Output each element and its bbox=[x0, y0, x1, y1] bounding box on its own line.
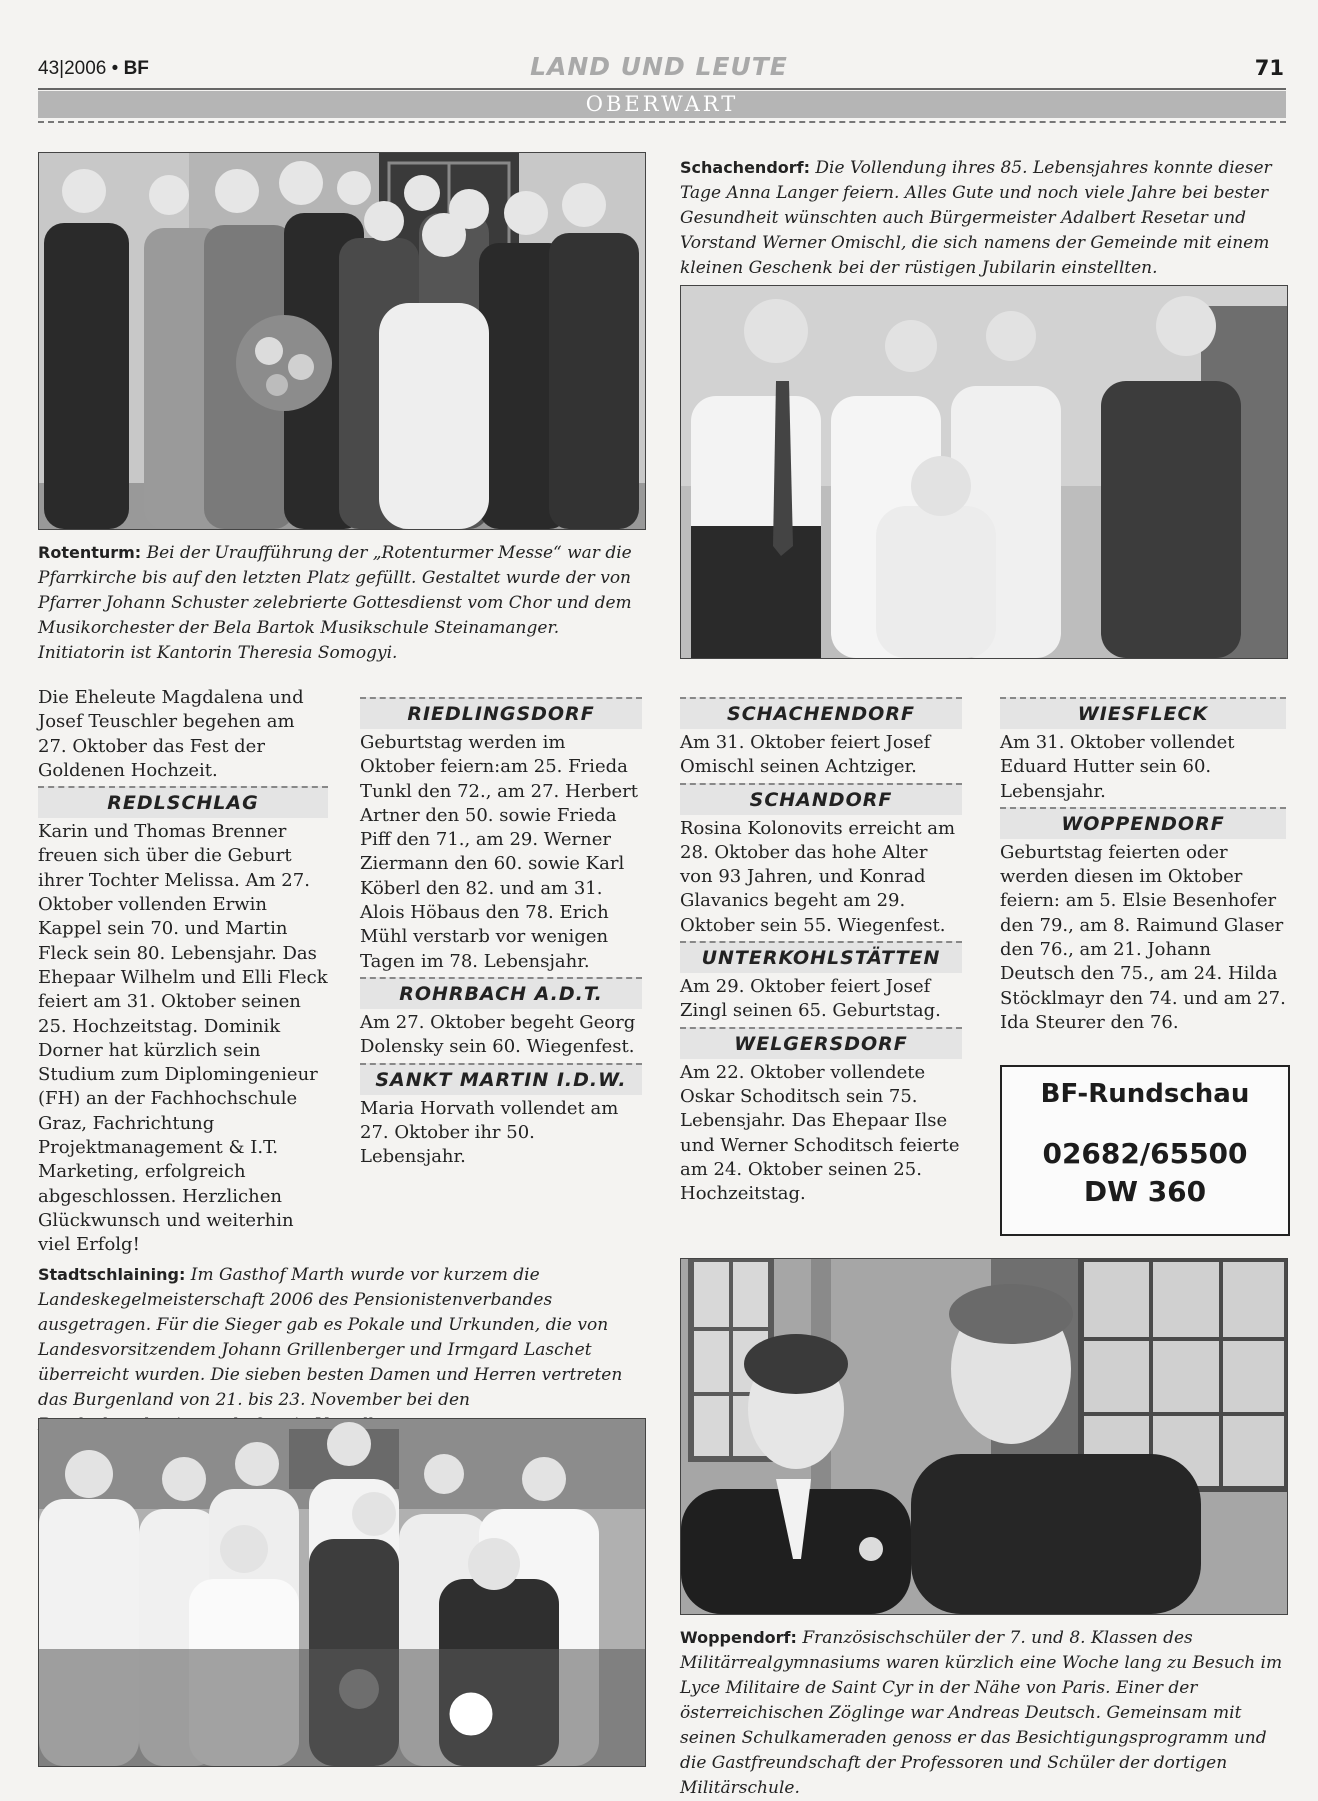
page-number: 71 bbox=[1254, 56, 1284, 80]
caption-text: Bei der Uraufführung der „Rotenturmer Messe“ war die Pfarrkirche bis auf den letzten Platz gefüllt. Gestaltet wurde der von Pfarrer Johann Schuster zelebrierte Gottesdienst vom Chor und dem Musikorchester der Bela Bartok Musikschule Steinamanger. Initiatorin ist Kantorin Theresia Somogyi. bbox=[38, 543, 632, 663]
news-schachendorf: Am 31. Oktober feiert Josef Omischl seinen Achtziger. bbox=[680, 732, 931, 778]
caption-stadtschlaining bbox=[38, 1262, 644, 1438]
photo-rotenturm-group bbox=[38, 152, 646, 530]
news-woppendorf: Geburtstag feierten oder werden diesen im Oktober feiern: am 5. Elsie Besenhofer den 79., am 8. Raimund Glaser den 76., am 21. Johann Deutsch den 75., am 24. Hilda Stöcklmayr den 74. und am 27. Ida Steurer den 76. bbox=[1000, 841, 1286, 1033]
news-redlschlag: Karin und Thomas Brenner freuen sich über die Geburt ihrer Tochter Melissa. Am 27. Oktober vollenden Erwin Kappel sein 70. und Martin Fleck sein 80. Lebensjahr. Das Ehepaar Wilhelm und Elli Fleck feiert am 31. Oktober seinen 25. Hochzeitstag. Dominik Dorner hat kürzlich sein Studium zum Diplomingenieur (FH) an der Fachhochschule Graz, Fachrichtung Projektmanagement & I.T. Marketing, erfolgreich abgeschlossen. Herzlichen Glückwunsch und weiterhin viel Erfolg! bbox=[38, 821, 328, 1256]
photo-woppendorf-schueler bbox=[680, 1258, 1288, 1615]
photo-stadtschlaining-kegler bbox=[38, 1418, 646, 1767]
news-unterkohlstaetten: Am 29. Oktober feiert Josef Zingl seinen 65. Geburtstag. bbox=[680, 976, 941, 1022]
column-2 bbox=[360, 694, 642, 1169]
news-riedlingsdorf: Geburtstag werden im Oktober feiern:am 25. Frieda Tunkl den 72., am 27. Herbert Artner den 50. sowie Frieda Piff den 71., am 29. Werner Ziermann den 60. sowie Karl Köberl den 82. und am 31. Alois Höbaus den 78. Erich Mühl verstarb vor wenigen Tagen im 78. Lebensjahr. bbox=[360, 732, 638, 972]
caption-place: Woppendorf: bbox=[680, 1628, 797, 1647]
news-welgersdorf: Am 22. Oktober vollendete Oskar Schoditsch sein 75. Lebensjahr. Das Ehepaar Ilse und Werner Schoditsch feierte am 24. Oktober seinen 25. Hochzeitstag. bbox=[680, 1061, 960, 1205]
heading-schachendorf: SCHACHENDORF bbox=[680, 697, 962, 729]
divider bbox=[38, 88, 1286, 90]
caption-schachendorf bbox=[680, 155, 1286, 281]
heading-unterkohlstaetten: UNTERKOHLSTÄTTEN bbox=[680, 941, 962, 973]
region-band: OBERWART bbox=[38, 91, 1286, 118]
column-1 bbox=[38, 686, 328, 1258]
caption-text: Im Gasthof Marth wurde vor kurzem die Landeskegelmeisterschaft 2006 des Pensionistenverbandes ausgetragen. Für die Sieger gab es Pokale und Urkunden, die von Landesvorsitzendem Johann Grillenberger und Irmgard Laschet überreicht wurden. Die sieben besten Damen und Herren vertreten das Burgenland von 21. bis 23. November bei den bbox=[38, 1265, 623, 1410]
column-3 bbox=[680, 694, 962, 1206]
heading-rohrbach: ROHRBACH A.D.T. bbox=[360, 977, 642, 1009]
brand-logo: BF bbox=[123, 58, 149, 79]
ad-phone: 02682/65500 bbox=[1042, 1137, 1248, 1170]
caption-place: Rotenturm: bbox=[38, 543, 142, 562]
caption-text: Die Vollendung ihres 85. Lebensjahres konnte dieser Tage Anna Langer feiern. Alles Gute und noch viele Jahre bei bester Gesundheit wünschten auch Bürgermeister Adalbert Resetar und Vorstand Werner Omischl, die sich namens der Gemeinde mit einem kleinen Geschenk bei der rüstigen Jubilarin einstellten. bbox=[680, 158, 1272, 278]
photo-schachendorf-jubilarin bbox=[680, 285, 1288, 659]
caption-rotenturm bbox=[38, 540, 644, 666]
caption-place: Stadtschlaining: bbox=[38, 1265, 186, 1284]
news-schandorf: Rosina Kolonovits erreicht am 28. Oktober das hohe Alter von 93 Jahren, und Konrad Glavanics begeht am 29. Oktober sein 55. Wiegenfest. bbox=[680, 817, 956, 936]
heading-riedlingsdorf: RIEDLINGSDORF bbox=[360, 697, 642, 729]
caption-place: Schachendorf: bbox=[680, 158, 811, 177]
ad-extension: DW 360 bbox=[1083, 1175, 1207, 1208]
heading-sankt-martin: SANKT MARTIN I.D.W. bbox=[360, 1063, 642, 1095]
caption-woppendorf bbox=[680, 1625, 1286, 1801]
ad-box-rundschau bbox=[1000, 1065, 1290, 1236]
news-wiesfleck: Am 31. Oktober vollendet Eduard Hutter sein 60. Lebensjahr. bbox=[1000, 732, 1235, 802]
section-title: LAND UND LEUTE bbox=[530, 52, 788, 81]
caption-text: Französischschüler der 7. und 8. Klassen des Militärrealgymnasiums waren kürzlich eine Woche lang zu Besuch im Lyce Militaire de Saint Cyr in der Nähe von Paris. Einer der österreichischen Zöglinge war Andreas Deutsch. Gemeinsam mit seinen Schulkameraden genoss er das Besichtigungsprogramm und die Gastfreundschaft der Professoren und Schüler der dortigen Militärschule. bbox=[680, 1628, 1283, 1798]
heading-redlschlag: REDLSCHLAG bbox=[38, 786, 328, 818]
ad-title: BF-Rundschau bbox=[1040, 1079, 1250, 1109]
news-sankt-martin: Maria Horvath vollendet am 27. Oktober ihr 50. Lebensjahr. bbox=[360, 1097, 619, 1168]
column-4 bbox=[1000, 694, 1286, 1035]
heading-schandorf: SCHANDORF bbox=[680, 783, 962, 815]
divider bbox=[38, 121, 1286, 123]
news-rohrbach: Am 27. Oktober begeht Georg Dolensky sein 60. Wiegenfest. bbox=[360, 1011, 636, 1058]
heading-wiesfleck: WIESFLECK bbox=[1000, 697, 1286, 729]
heading-welgersdorf: WELGERSDORF bbox=[680, 1027, 962, 1059]
issue-number: 43|2006 • bbox=[38, 58, 119, 79]
news-teuschler: Die Eheleute Magdalena und Josef Teuschler begehen am 27. Oktober das Fest der Goldenen Hochzeit. bbox=[38, 687, 304, 781]
heading-woppendorf: WOPPENDORF bbox=[1000, 807, 1286, 839]
